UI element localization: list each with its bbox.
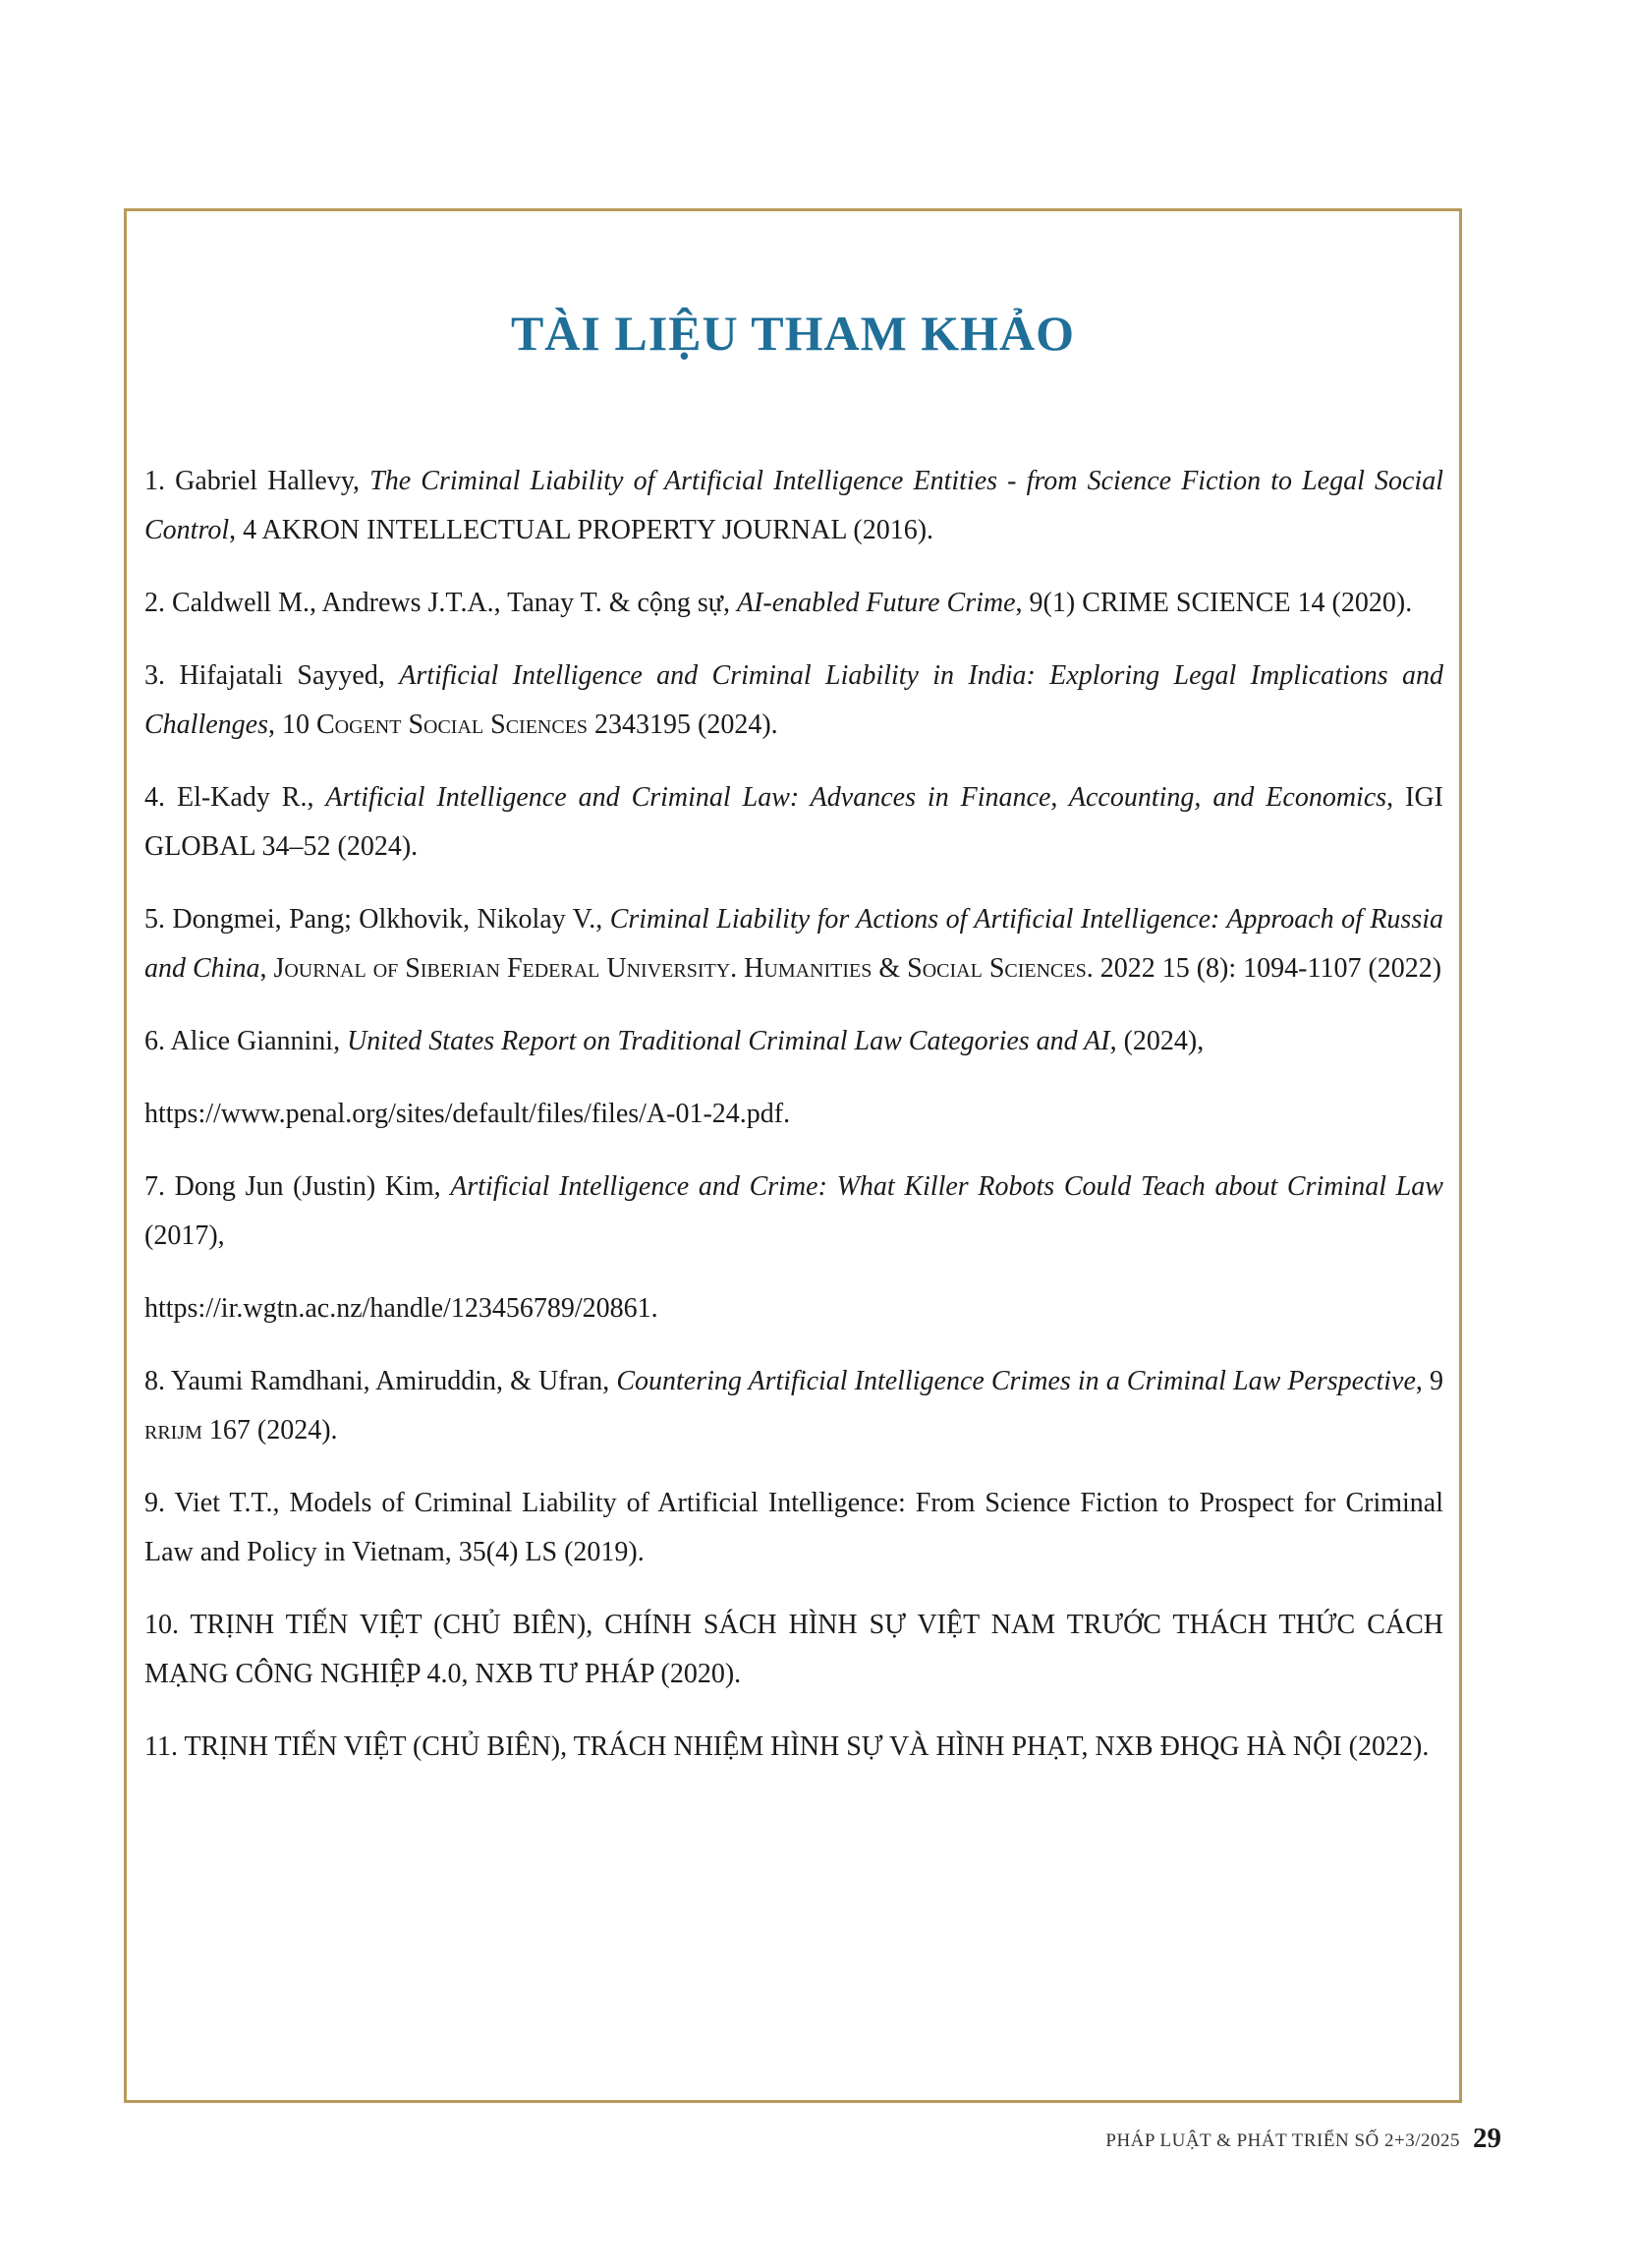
reference-text: 3. Hifajatali Sayyed, xyxy=(144,660,400,691)
reference-url[interactable] xyxy=(144,1284,1443,1333)
reference-text: 2343195 (2024). xyxy=(588,709,778,740)
reference-journal: rrijm xyxy=(144,1415,202,1446)
reference-text: 2. Caldwell M., Andrews J.T.A., Tanay T. & cộng sự, xyxy=(144,588,737,618)
reference-text: 8. Yaumi Ramdhani, Amiruddin, & Ufran, xyxy=(144,1366,617,1396)
reference-text: 11. TRỊNH TIẾN VIỆT (CHỦ BIÊN), TRÁCH NHIỆM HÌNH SỰ VÀ HÌNH PHẠT, NXB ĐHQG HÀ NỘI (2022). xyxy=(144,1731,1430,1762)
reference-item xyxy=(144,579,1443,628)
reference-text: 1. Gabriel Hallevy, xyxy=(144,466,370,496)
reference-item xyxy=(144,1017,1443,1066)
reference-journal: Cogent Social Sciences xyxy=(316,709,589,740)
reference-title: Artificial Intelligence and Criminal Liability in India: Exploring Legal Implications and Challenges xyxy=(144,660,1443,740)
footer-journal: PHÁP LUẬT & PHÁT TRIỂN SỐ 2+3/2025 xyxy=(1105,2130,1460,2151)
page-title: TÀI LIỆU THAM KHẢO xyxy=(510,306,1076,361)
reference-text: 6. Alice Giannini, xyxy=(144,1026,348,1056)
reference-item xyxy=(144,652,1443,750)
reference-title: Criminal Liability for Actions of Artificial Intelligence: Approach of Russia and China xyxy=(144,904,1444,984)
reference-item xyxy=(144,1479,1443,1577)
reference-item xyxy=(144,457,1443,555)
reference-text: 2022 15 (8): 1094-1107 (2022) xyxy=(1093,953,1442,984)
reference-text: , IGI GLOBAL 34–52 (2024). xyxy=(144,782,1444,862)
references-frame xyxy=(124,208,1462,2103)
reference-text: 167 (2024). xyxy=(201,1415,338,1446)
reference-title: Artificial Intelligence and Criminal Law: Advances in Finance, Accounting, and Economics xyxy=(325,782,1387,813)
reference-text: 10. TRỊNH TIẾN VIỆT (CHỦ BIÊN), CHÍNH SÁCH HÌNH SỰ VIỆT NAM TRƯỚC THÁCH THỨC CÁCH MẠNG CÔNG NGHIỆP 4.0, NXB TƯ PHÁP (2020). xyxy=(144,1610,1443,1689)
reference-journal: Journal of Siberian Federal University. Humanities & Social Sciences. xyxy=(273,953,1094,984)
reference-title: Artificial Intelligence and Crime: What Killer Robots Could Teach about Criminal Law xyxy=(450,1171,1443,1202)
page-number: 29 xyxy=(1473,2123,1501,2154)
reference-text: , 10 xyxy=(268,709,316,740)
reference-title: United States Report on Traditional Criminal Law Categories and AI xyxy=(347,1026,1110,1056)
reference-item xyxy=(144,1162,1443,1261)
reference-text: , 9 xyxy=(1415,1366,1443,1396)
reference-title: Countering Artificial Intelligence Crimes in a Criminal Law Perspective xyxy=(616,1366,1416,1396)
reference-text: (2017), xyxy=(144,1220,225,1251)
reference-title: The Criminal Liability of Artificial Intelligence Entities - from Science Fiction to Legal Social Control xyxy=(144,466,1443,545)
reference-url[interactable] xyxy=(144,1090,1443,1139)
reference-text: , 9(1) CRIME SCIENCE 14 (2020). xyxy=(1015,588,1413,618)
reference-title: AI-enabled Future Crime xyxy=(736,588,1016,618)
reference-item xyxy=(144,895,1443,993)
reference-list xyxy=(144,457,1443,1795)
reference-item xyxy=(144,1723,1443,1772)
reference-link[interactable]: https://ir.wgtn.ac.nz/handle/123456789/20861. xyxy=(144,1293,658,1324)
reference-link[interactable]: https://www.penal.org/sites/default/files/files/A-01-24.pdf. xyxy=(144,1099,791,1129)
reference-text: 4. El-Kady R., xyxy=(144,782,326,813)
reference-item xyxy=(144,773,1443,872)
reference-item xyxy=(144,1601,1443,1699)
reference-text: 7. Dong Jun (Justin) Kim, xyxy=(144,1171,451,1202)
reference-text: , (2024), xyxy=(1109,1026,1205,1056)
reference-text: , 4 AKRON INTELLECTUAL PROPERTY JOURNAL (2016). xyxy=(229,515,934,545)
reference-text: 9. Viet T.T., Models of Criminal Liability of Artificial Intelligence: From Science Fiction to Prospect for Criminal Law and Policy in Vietnam, 35(4) LS (2019). xyxy=(144,1488,1443,1567)
reference-text: 5. Dongmei, Pang; Olkhovik, Nikolay V., xyxy=(144,904,610,935)
reference-text: , xyxy=(259,953,274,984)
reference-item xyxy=(144,1357,1443,1455)
